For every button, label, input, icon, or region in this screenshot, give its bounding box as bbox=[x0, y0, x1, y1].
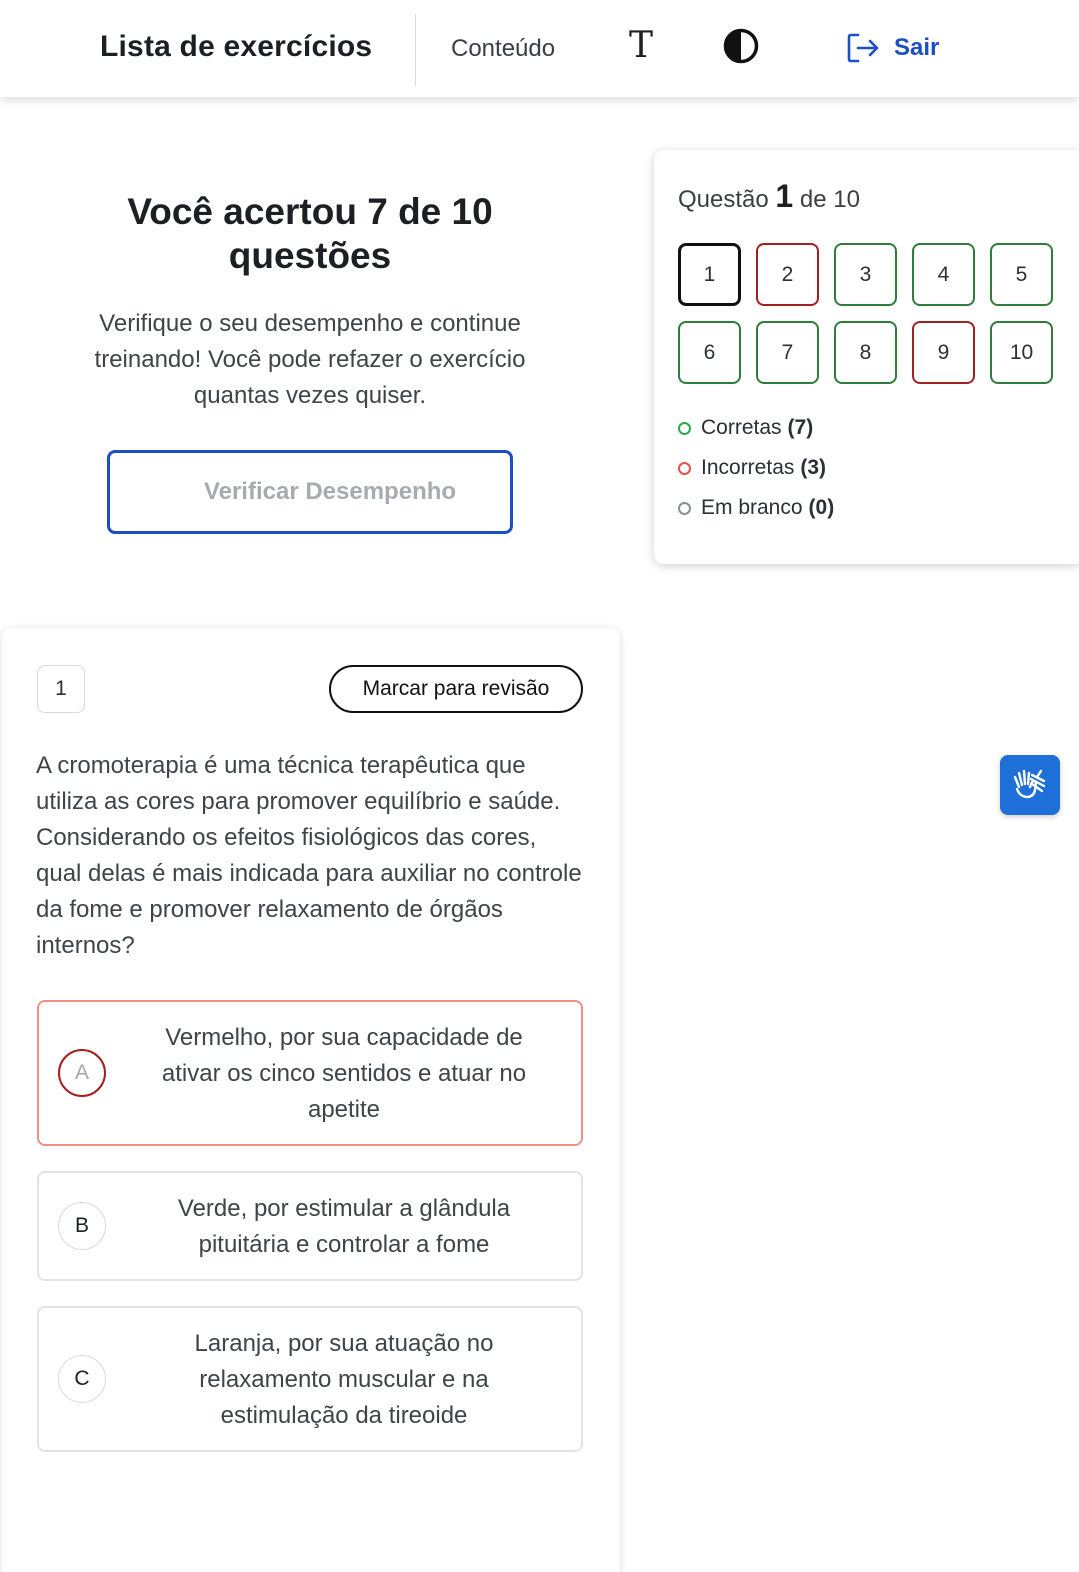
question-button-7[interactable]: 7 bbox=[756, 321, 819, 384]
mark-for-review-button[interactable]: Marcar para revisão bbox=[329, 665, 583, 713]
question-button-2[interactable]: 2 bbox=[756, 243, 819, 306]
contrast-icon[interactable] bbox=[723, 28, 759, 64]
legend-incorrect-count: (3) bbox=[800, 456, 827, 479]
result-description: Verifique o seu desempenho e continue treinando! Você pode refazer o exercício quantas vezes quiser. bbox=[94, 310, 526, 409]
legend-incorrect bbox=[678, 448, 834, 488]
question-counter bbox=[678, 178, 860, 215]
question-grid bbox=[678, 243, 1053, 384]
legend-blank-count: (0) bbox=[808, 496, 835, 519]
question-number-badge: 1 bbox=[37, 665, 85, 713]
top-header bbox=[0, 0, 1079, 97]
option-b-text: Verde, por estimular a glândula pituitária e controlar a fome bbox=[177, 1195, 511, 1258]
question-button-6[interactable]: 6 bbox=[678, 321, 741, 384]
question-button-3[interactable]: 3 bbox=[834, 243, 897, 306]
option-a-letter: A bbox=[58, 1049, 106, 1097]
legend-correct bbox=[678, 408, 834, 448]
correct-dot-icon bbox=[678, 422, 691, 435]
legend-incorrect-label: Incorretas bbox=[701, 456, 795, 479]
question-button-8[interactable]: 8 bbox=[834, 321, 897, 384]
option-a-text: Vermelho, por sua capacidade de ativar os cinco sentidos e atuar no apetite bbox=[161, 1024, 527, 1123]
question-navigator bbox=[654, 150, 1079, 564]
legend-blank bbox=[678, 488, 834, 528]
sign-language-icon bbox=[1010, 765, 1050, 805]
question-button-10[interactable]: 10 bbox=[990, 321, 1053, 384]
status-legend bbox=[678, 408, 834, 528]
logout-icon bbox=[846, 32, 880, 64]
legend-correct-count: (7) bbox=[787, 416, 814, 439]
font-size-icon[interactable]: T bbox=[628, 25, 653, 66]
logout-label: Sair bbox=[894, 34, 940, 61]
question-button-1[interactable]: 1 bbox=[678, 243, 741, 306]
sign-language-button[interactable] bbox=[1000, 755, 1060, 815]
page-title: Lista de exercícios bbox=[100, 30, 373, 63]
question-card bbox=[2, 628, 620, 1572]
verify-performance-button[interactable]: Verificar Desempenho bbox=[107, 450, 513, 534]
option-b[interactable] bbox=[37, 1171, 583, 1281]
legend-blank-label: Em branco bbox=[701, 496, 803, 519]
question-button-5[interactable]: 5 bbox=[990, 243, 1053, 306]
result-title: Você acertou 7 de 10 questões bbox=[127, 191, 493, 276]
content-link[interactable]: Conteúdo bbox=[451, 35, 556, 62]
header-divider bbox=[415, 14, 416, 86]
option-c-letter: C bbox=[58, 1355, 106, 1403]
question-counter-current: 1 bbox=[775, 178, 794, 214]
blank-dot-icon bbox=[678, 502, 691, 515]
option-b-letter: B bbox=[58, 1202, 106, 1250]
question-counter-prefix: Questão bbox=[678, 186, 769, 213]
question-counter-suffix: de 10 bbox=[799, 186, 860, 213]
option-c-text: Laranja, por sua atuação no relaxamento muscular e na estimulação da tireoide bbox=[194, 1330, 494, 1429]
logout-button[interactable] bbox=[846, 30, 939, 66]
question-button-4[interactable]: 4 bbox=[912, 243, 975, 306]
option-a[interactable] bbox=[37, 1000, 583, 1146]
question-button-9[interactable]: 9 bbox=[912, 321, 975, 384]
question-text: A cromoterapia é uma técnica terapêutica que utiliza as cores para promover equilíbrio e saúde. Considerando os efeitos fisiológicos das cores, qual delas é mais indicada para auxiliar no controle da fome e promover relaxamento de órgãos internos? bbox=[36, 752, 582, 959]
option-c[interactable] bbox=[37, 1306, 583, 1452]
incorrect-dot-icon bbox=[678, 462, 691, 475]
legend-correct-label: Corretas bbox=[701, 416, 782, 439]
